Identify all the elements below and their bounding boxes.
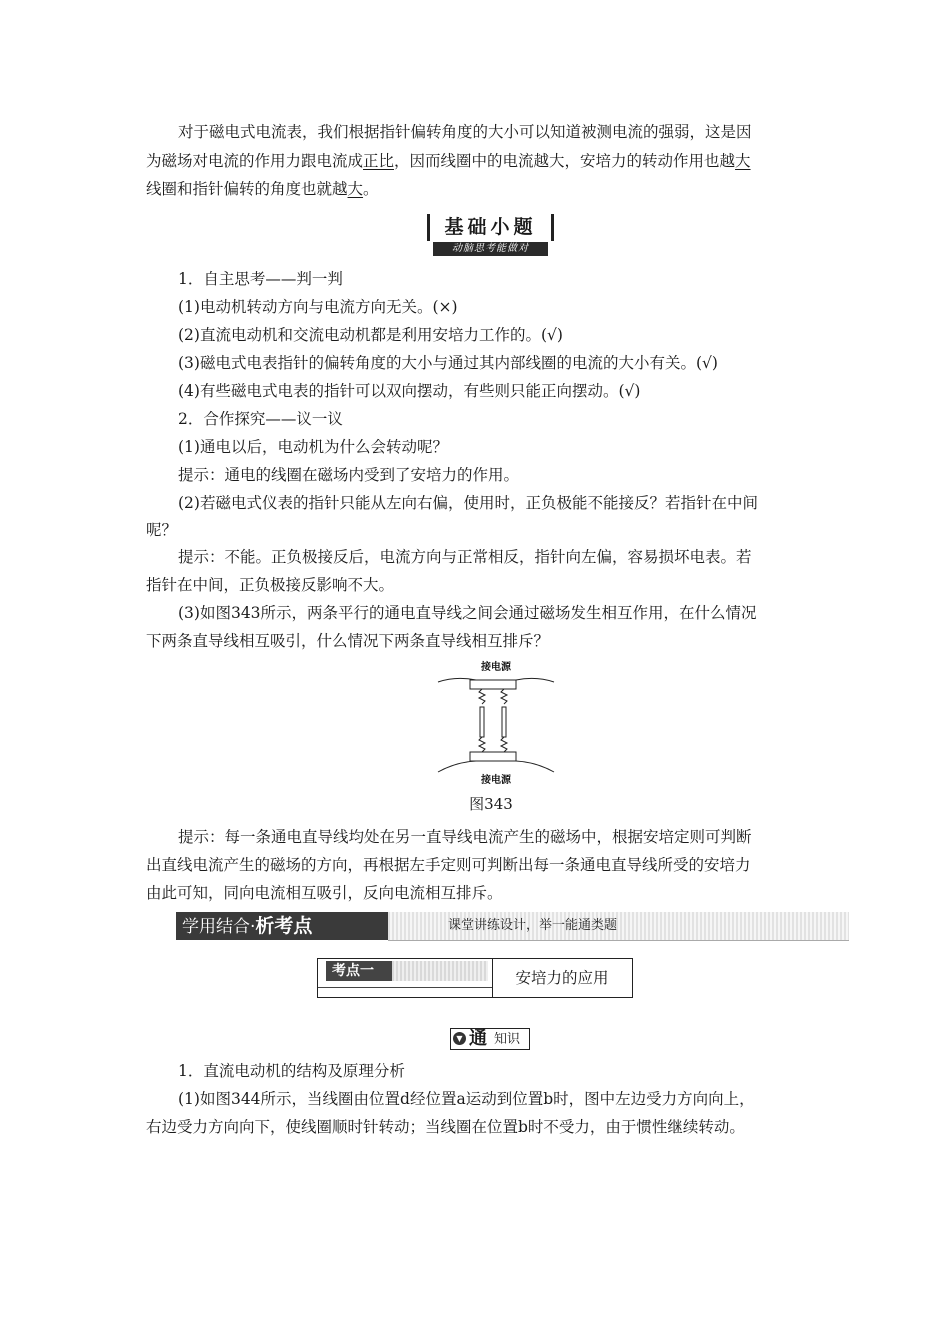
top-connector-bar xyxy=(470,680,516,689)
kaodian-label: 考点一 xyxy=(326,961,392,981)
figure-label-bottom: 接电源 xyxy=(481,775,511,786)
answer-blank: 大 xyxy=(347,180,364,198)
q2-item-2-answer-line-2: 指针在中间，正负极接反影响不大。 xyxy=(146,576,395,594)
q2-item-2-line-1: (2)若磁电式仪表的指针只能从左向右偏，使用时，正负极能不能接反？若指针在中间 xyxy=(178,494,758,512)
kaodian-box xyxy=(317,958,633,998)
q2-heading: 2．合作探究——议一议 xyxy=(178,410,343,428)
tong-label: 通 xyxy=(469,1028,487,1049)
section-banner xyxy=(176,912,849,940)
banner-strip xyxy=(388,912,849,941)
q1-item-2: (2)直流电动机和交流电动机都是利用安培力工作的。(√) xyxy=(178,326,563,344)
kaodian-title: 安培力的应用 xyxy=(515,969,609,987)
intro-line-3: 线圈和指针偏转的角度也就越大。 xyxy=(146,180,379,198)
bottom-connector-bar xyxy=(470,752,516,761)
spring-icon xyxy=(479,689,485,704)
lead-wire xyxy=(438,761,476,772)
q2-item-2-line-2: 呢？ xyxy=(146,521,178,539)
figure-label-top: 接电源 xyxy=(481,662,511,673)
banner-title: 学用结合·析考点 xyxy=(176,912,388,940)
kaodian-label-strip xyxy=(392,961,488,981)
q2-item-3-answer-line-1: 提示：每一条通电直导线均处在另一直导线电流产生的磁场中，根据安培定则可判断 xyxy=(178,828,752,846)
spring-icon xyxy=(479,737,485,752)
answer-blank: 大 xyxy=(735,152,751,170)
spring-icon xyxy=(501,737,507,752)
tong-zhishi-badge xyxy=(450,1028,530,1050)
intro-line-2: 为磁场对电流的作用力跟电流成正比，因而线圈中的电流越大，安培力的转动作用也越大 xyxy=(146,152,751,170)
lead-wire xyxy=(516,761,554,772)
bottom-para-line-1: (1)如图344所示，当线圈由位置d经位置a运动到位置b时，图中左边受力方向向上， xyxy=(178,1090,755,1108)
q1-heading: 1．自主思考——判一判 xyxy=(178,270,343,288)
answer-blank: 正比 xyxy=(363,152,395,170)
zhishi-label: 知识 xyxy=(494,1032,521,1047)
badge-subtitle: 动脑思考能做对 xyxy=(433,242,548,256)
q1-item-1: (1)电动机转动方向与电流方向无关。(×) xyxy=(178,298,458,316)
banner-subtitle: 课堂讲练设计，举一能通类题 xyxy=(448,918,618,933)
right-conductor xyxy=(502,707,506,737)
intro-line-1: 对于磁电式电流表，我们根据指针偏转角度的大小可以知道被测电流的强弱，这是因 xyxy=(178,123,752,141)
left-conductor xyxy=(480,707,484,737)
q1-item-3: (3)磁电式电表指针的偏转角度的大小与通过其内部线圈的电流的大小有关。(√) xyxy=(178,354,718,372)
q2-item-3-line-1: (3)如图343所示，两条平行的通电直导线之间会通过磁场发生相互作用，在什么情况 xyxy=(178,604,757,622)
badge-title: 基础小题 xyxy=(427,214,554,241)
bottom-para-line-2: 右边受力方向向下，使线圈顺时针转动；当线圈在位置b时不受力，由于惯性继续转动。 xyxy=(146,1118,745,1136)
q2-item-3-line-2: 下两条直导线相互吸引，什么情况下两条直导线相互排斥？ xyxy=(146,632,550,650)
q2-item-3-answer-line-3: 由此可知，同向电流相互吸引，反向电流相互排斥。 xyxy=(146,884,503,902)
lead-wire xyxy=(516,678,554,682)
figure-caption: 图343 xyxy=(469,795,513,813)
chevron-down-icon: ▼ xyxy=(453,1032,466,1045)
q2-item-2-answer-line-1: 提示：不能。正负极接反后，电流方向与正常相反，指针向左偏，容易损坏电表。若 xyxy=(178,548,752,566)
spring-icon xyxy=(501,689,507,704)
jichu-xiaoti-badge xyxy=(427,214,554,256)
q2-item-1: (1)通电以后，电动机为什么会转动呢？ xyxy=(178,438,448,456)
bottom-heading: 1．直流电动机的结构及原理分析 xyxy=(178,1062,405,1080)
q2-item-1-answer: 提示：通电的线圈在磁场内受到了安培力的作用。 xyxy=(178,466,520,484)
q1-item-4: (4)有些磁电式电表的指针可以双向摆动，有些则只能正向摆动。(√) xyxy=(178,382,641,400)
q2-item-3-answer-line-2: 出直线电流产生的磁场的方向，再根据左手定则可判断出每一条通电直导线所受的安培力 xyxy=(146,856,751,874)
figure-343-parallel-wires xyxy=(436,660,556,790)
